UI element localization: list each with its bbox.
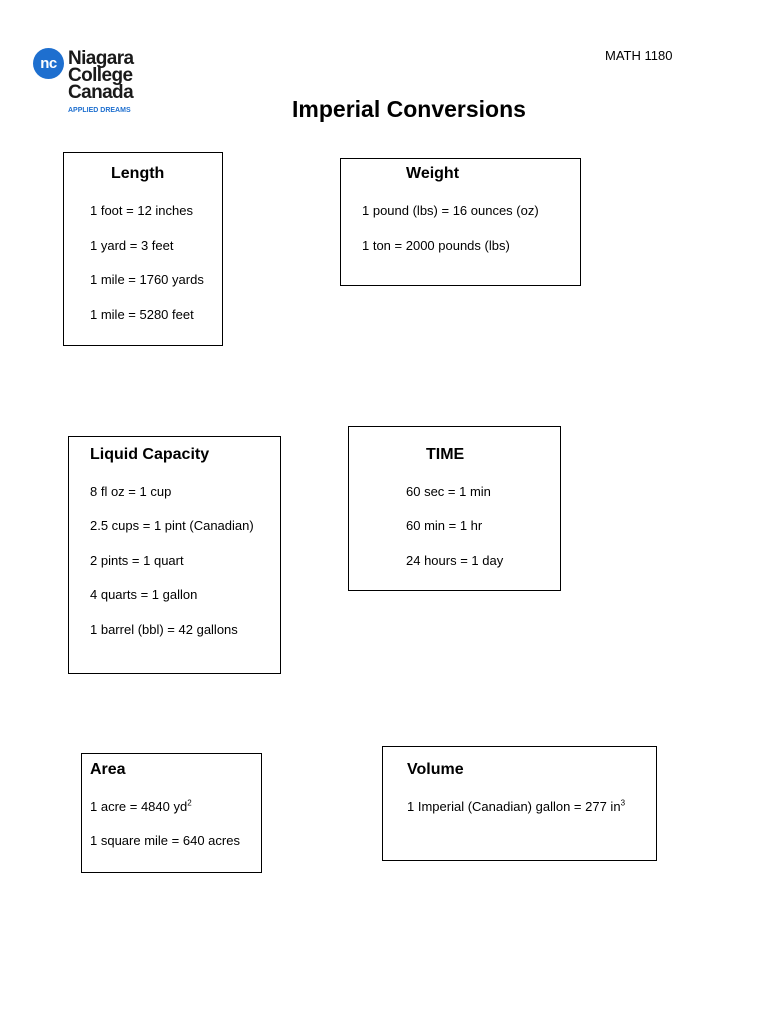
weight-box (340, 158, 581, 286)
logo-mark-icon: nc (33, 48, 64, 79)
area-box (81, 753, 262, 873)
logo-tagline: APPLIED DREAMS (68, 107, 131, 114)
liquid-capacity-item: 2.5 cups = 1 pint (Canadian) (90, 518, 254, 533)
time-item: 60 sec = 1 min (406, 484, 491, 499)
area-item-text: 1 acre = 4840 yd (90, 799, 188, 814)
length-item: 1 mile = 1760 yards (90, 272, 204, 287)
logo-name-line: College (68, 65, 133, 86)
logo-name-line: Niagara (68, 48, 134, 69)
time-title: TIME (426, 446, 465, 463)
liquid-capacity-item: 4 quarts = 1 gallon (90, 587, 198, 602)
area-title: Area (90, 761, 126, 778)
liquid-capacity-box (68, 436, 281, 674)
length-item: 1 mile = 5280 feet (90, 307, 194, 322)
page-title: Imperial Conversions (292, 96, 526, 122)
logo-wordmark (68, 50, 134, 101)
area-item (90, 799, 192, 814)
volume-box (382, 746, 657, 861)
length-title: Length (111, 165, 165, 182)
area-item (90, 833, 240, 848)
time-item: 60 min = 1 hr (406, 518, 483, 533)
volume-title: Volume (407, 761, 464, 778)
length-item: 1 yard = 3 feet (90, 238, 174, 253)
length-item: 1 foot = 12 inches (90, 203, 193, 218)
area-item-exponent: 2 (187, 798, 192, 808)
length-box (63, 152, 223, 346)
time-box (348, 426, 561, 591)
liquid-capacity-item: 1 barrel (bbl) = 42 gallons (90, 622, 238, 637)
logo-name-line: Canada (68, 82, 134, 103)
time-item: 24 hours = 1 day (406, 553, 504, 568)
area-item-text: 1 square mile = 640 acres (90, 833, 240, 848)
weight-item: 1 ton = 2000 pounds (lbs) (362, 238, 510, 253)
volume-item-exponent: 3 (620, 798, 626, 808)
weight-item: 1 pound (lbs) = 16 ounces (oz) (362, 203, 539, 218)
liquid-capacity-item: 2 pints = 1 quart (90, 553, 184, 568)
weight-title: Weight (406, 165, 460, 182)
liquid-capacity-item: 8 fl oz = 1 cup (90, 484, 172, 499)
liquid-capacity-title: Liquid Capacity (90, 446, 210, 463)
volume-item (407, 799, 625, 814)
course-code: MATH 1180 (605, 48, 673, 63)
volume-item-text: 1 Imperial (Canadian) gallon = 277 in (407, 799, 621, 814)
